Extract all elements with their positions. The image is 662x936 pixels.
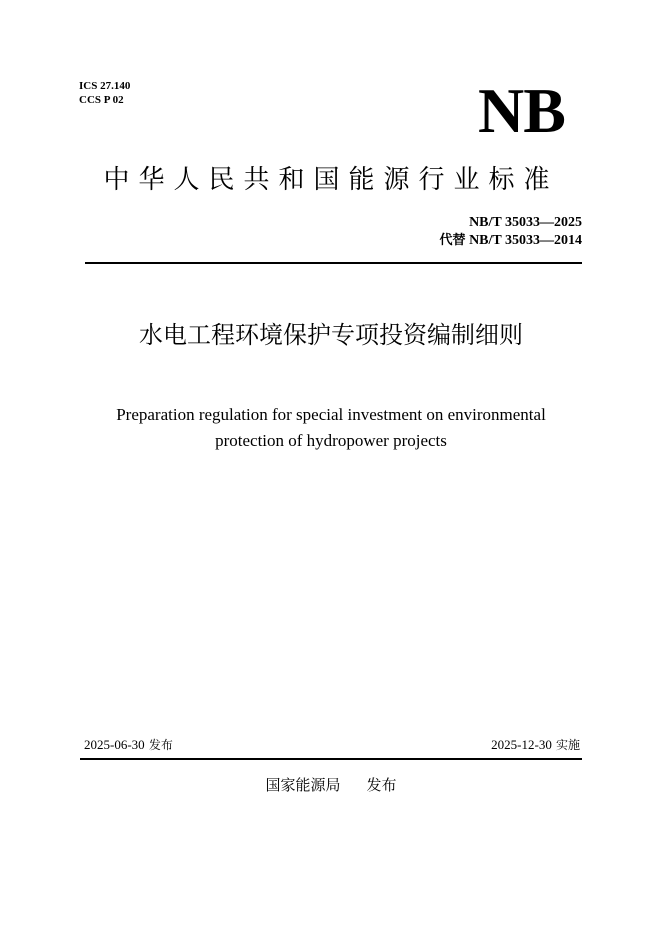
nb-logo: NB bbox=[478, 75, 565, 146]
english-title-line-1: Preparation regulation for special investment on environmental bbox=[116, 405, 546, 424]
ccs-code: CCS P 02 bbox=[79, 94, 124, 106]
release-date: 2025-06-30 bbox=[84, 737, 145, 752]
issuer-line bbox=[0, 774, 662, 796]
bottom-divider bbox=[80, 758, 582, 760]
release-date-line bbox=[84, 736, 173, 755]
issuer-name: 国家能源局 bbox=[265, 776, 341, 794]
chinese-title: 水电工程环境保护专项投资编制细则 bbox=[139, 321, 523, 349]
implement-label: 实施 bbox=[555, 738, 580, 752]
organization-title: 中华人民共和国能源行业标准 bbox=[103, 165, 559, 195]
classification-codes bbox=[79, 79, 130, 107]
english-title bbox=[0, 402, 662, 454]
issuer-label: 发布 bbox=[366, 776, 397, 794]
replaces-line bbox=[440, 232, 582, 250]
implement-date: 2025-12-30 bbox=[491, 737, 552, 752]
replaces-number: NB/T 35033—2014 bbox=[469, 233, 582, 248]
english-title-line-2: protection of hydropower projects bbox=[215, 431, 447, 450]
replaces-label: 代替 bbox=[439, 233, 466, 248]
release-label: 发布 bbox=[148, 738, 173, 752]
top-divider bbox=[85, 262, 582, 264]
implement-date-line bbox=[491, 736, 580, 755]
standard-number: NB/T 35033—2025 bbox=[469, 215, 582, 230]
ics-code: ICS 27.140 bbox=[79, 80, 131, 92]
standard-numbers bbox=[440, 214, 582, 250]
